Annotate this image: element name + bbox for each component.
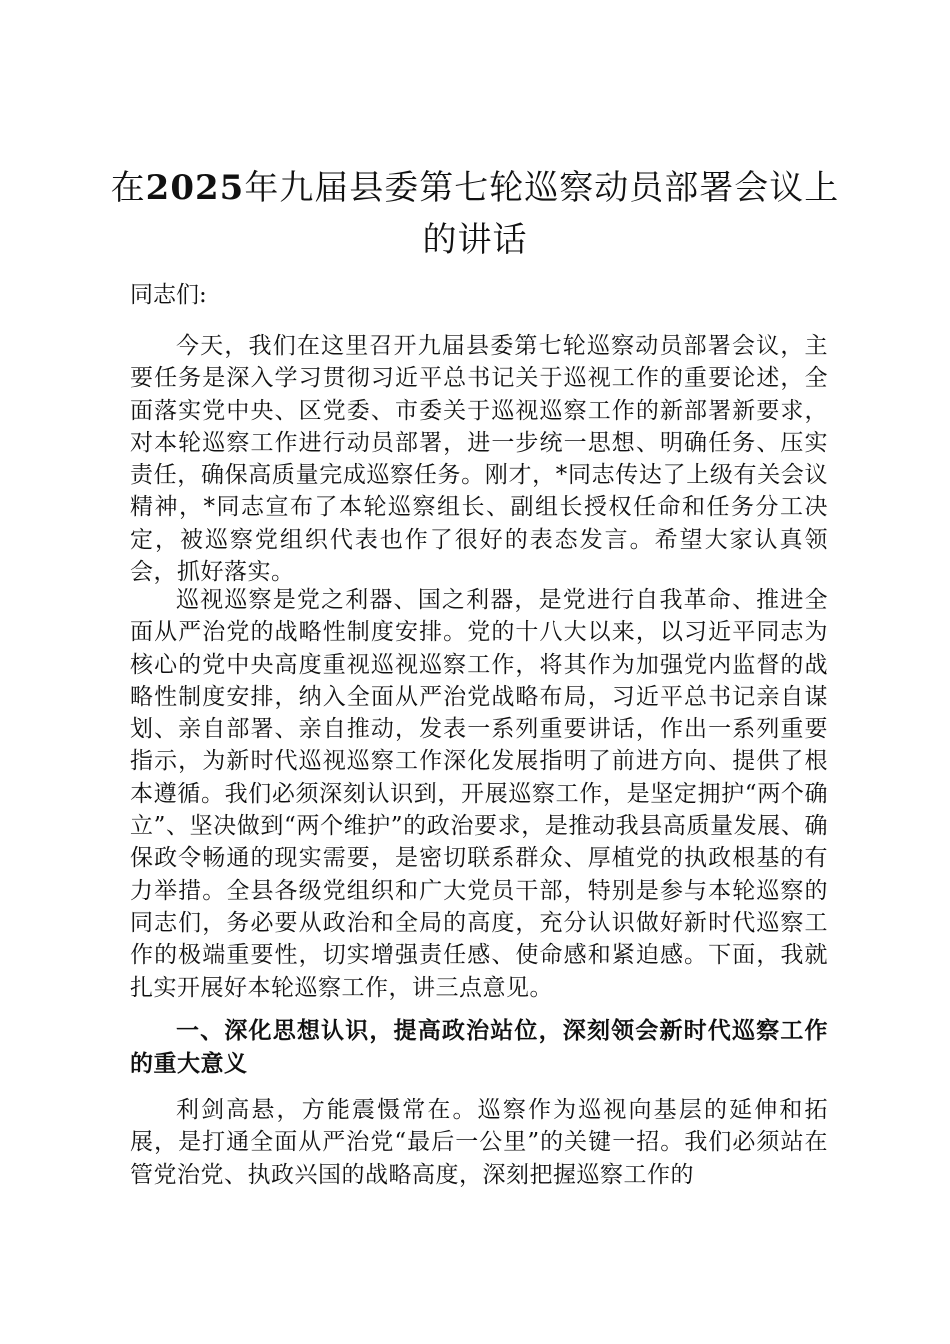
section-heading: 一、深化思想认识，提高政治站位，深刻领会新时代巡察工作的重大意义 — [130, 1018, 828, 1077]
body-paragraph: 利剑高悬，方能震慑常在。巡察作为巡视向基层的延伸和拓展，是打通全面从严治党“最后一公里”的关键一招。我们必须站在管党治党、执政兴国的战略高度，深刻把握巡察工作的 — [130, 1097, 828, 1188]
body-paragraph: 巡视巡察是党之利器、国之利器，是党进行自我革命、推进全面从严治党的战略性制度安排。党的十八大以来，以习近平同志为核心的党中央高度重视巡视巡察工作，将其作为加强党内监督的战略性制度安排，纳入全面从严治党战略布局，习近平总书记亲自谋划、亲自部署、亲自推动，发表一系列重要讲话，作出一系列重要指示，为新时代巡视巡察工作深化发展指明了前进方向、提供了根本遵循。我们必须深刻认识到，开展巡察工作，是坚定拥护“两个确立”、坚决做到“两个维护”的政治要求，是推动我县高质量发展、确保政令畅通的现实需要，是密切联系群众、厚植党的执政根基的有力举措。全县各级党组织和广大党员干部，特别是参与本轮巡察的同志们，务必要从政治和全局的高度，充分认识做好新时代巡察工作的极端重要性，切实增强责任感、使命感和紧迫感。下面，我就扎实开展好本轮巡察工作，讲三点意见。 — [130, 587, 828, 1001]
title-suffix: 年九届县委第七轮巡察动员部署会议上的讲话 — [244, 168, 840, 260]
title-prefix: 在 — [110, 168, 146, 208]
body-paragraph: 今天，我们在这里召开九届县委第七轮巡察动员部署会议，主要任务是深入学习贯彻习近平总书记关于巡视工作的重要论述，全面落实党中央、区党委、市委关于巡视巡察工作的新部署新要求，对本轮巡察工作进行动员部署，进一步统一思想、明确任务、压实责任，确保高质量完成巡察任务。刚才，*同志传达了上级有关会议精神，*同志宣布了本轮巡察组长、副组长授权任命和任务分工决定，被巡察党组织代表也作了很好的表态发言。希望大家认真领会，抓好落实。 — [130, 333, 828, 586]
document-title — [100, 162, 850, 266]
salutation: 同志们: — [130, 282, 207, 308]
title-year: 2025 — [145, 168, 245, 208]
